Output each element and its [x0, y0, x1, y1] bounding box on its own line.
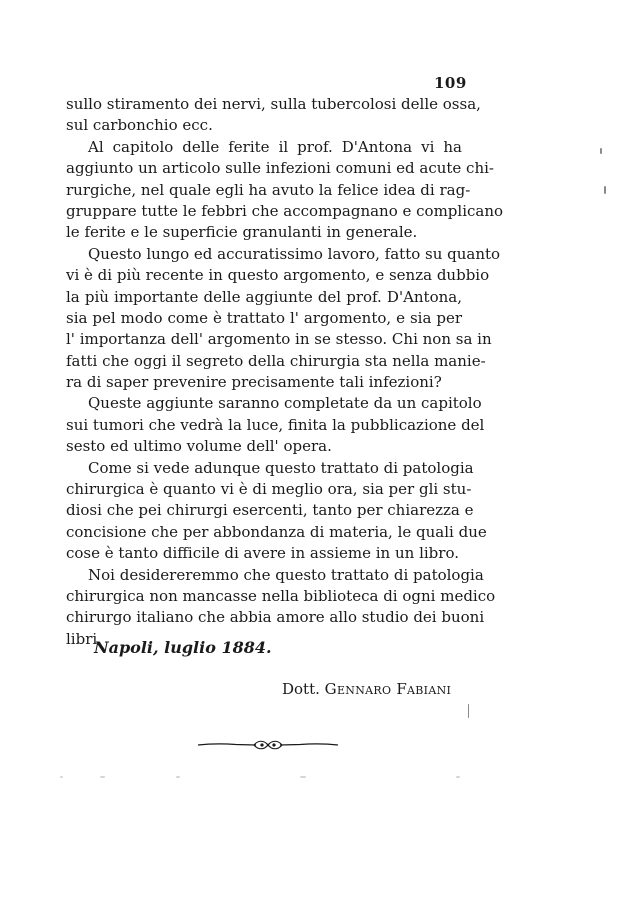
text-line: aggiunto un articolo sulle infezioni comuni ed acute chi-: [66, 159, 494, 178]
text-line: sui tumori che vedrà la luce, finita la pubblicazione del: [66, 415, 485, 434]
paragraph-3: [66, 244, 501, 394]
text-line: vi è di più recente in questo argomento, e senza dubbio: [66, 266, 490, 285]
text-line: Questo lungo ed accuratissimo lavoro, fatto su quanto: [88, 244, 501, 263]
scan-speck: [600, 148, 602, 154]
paragraph-4: [66, 393, 485, 457]
text-line: la più importante delle aggiunte del prof. D'Antona,: [66, 287, 462, 306]
ornament-divider-icon: [196, 736, 340, 754]
text-line: l' importanza dell' argomento in se stesso. Chi non sa in: [66, 330, 492, 349]
place-date: Napoli, luglio 1884.: [94, 638, 272, 657]
paragraph-1: [66, 94, 481, 137]
text-line: concisione che per abbondanza di materia, le quali due: [66, 522, 487, 541]
text-line: libri.: [66, 629, 102, 648]
body-text: [66, 94, 504, 650]
text-line: le ferite e le superficie granulanti in generale.: [66, 223, 418, 242]
scan-speck: [604, 186, 606, 194]
text-line: rurgiche, nel quale egli ha avuto la felice idea di rag-: [66, 180, 471, 199]
text-line: chirurgo italiano che abbia amore allo studio dei buoni: [66, 608, 485, 627]
text-line: fatti che oggi il segreto della chirurgia sta nella manie-: [66, 351, 486, 370]
text-line: gruppare tutte le febbri che accompagnano e complicano: [66, 201, 504, 220]
scan-speck: [60, 776, 63, 778]
text-line: chirurgica non mancasse nella biblioteca di ogni medico: [66, 586, 496, 605]
text-line: sullo stiramento dei nervi, sulla tubercolosi delle ossa,: [66, 95, 481, 113]
signature: [282, 680, 451, 698]
text-line: chirurgica è quanto vi è di meglio ora, sia per gli stu-: [66, 480, 472, 499]
text-line: ra di saper prevenire precisamente tali infezioni?: [66, 373, 442, 392]
text-line: cose è tanto difficile di avere in assieme in un libro.: [66, 544, 459, 563]
text-line: sesto ed ultimo volume dell' opera.: [66, 437, 332, 456]
scan-speck: [100, 776, 105, 778]
signature-name: Gennaro Fabiani: [324, 680, 452, 698]
text-line: Come si vede adunque questo trattato di patologia: [88, 458, 474, 477]
text-line: Queste aggiunte saranno completate da un capitolo: [88, 394, 482, 413]
text-line: Noi desidereremmo che questo trattato di patologia: [88, 565, 484, 584]
text-line: diosi che pei chirurgi esercenti, tanto per chiarezza e: [66, 501, 474, 520]
scan-speck: [468, 704, 469, 718]
page-number: 109: [434, 74, 467, 92]
text-line: sul carbonchio ecc.: [66, 116, 213, 135]
scan-speck: [176, 776, 180, 778]
scan-speck: [300, 776, 306, 778]
signature-title: Dott.: [282, 680, 320, 698]
paragraph-2: [66, 137, 504, 244]
scan-speck: [456, 776, 460, 778]
text-line: Al capitolo delle ferite il prof. D'Antona vi ha: [88, 137, 462, 156]
paragraph-5: [66, 458, 487, 565]
text-line: sia pel modo come è trattato l' argomento, e sia per: [66, 308, 462, 327]
